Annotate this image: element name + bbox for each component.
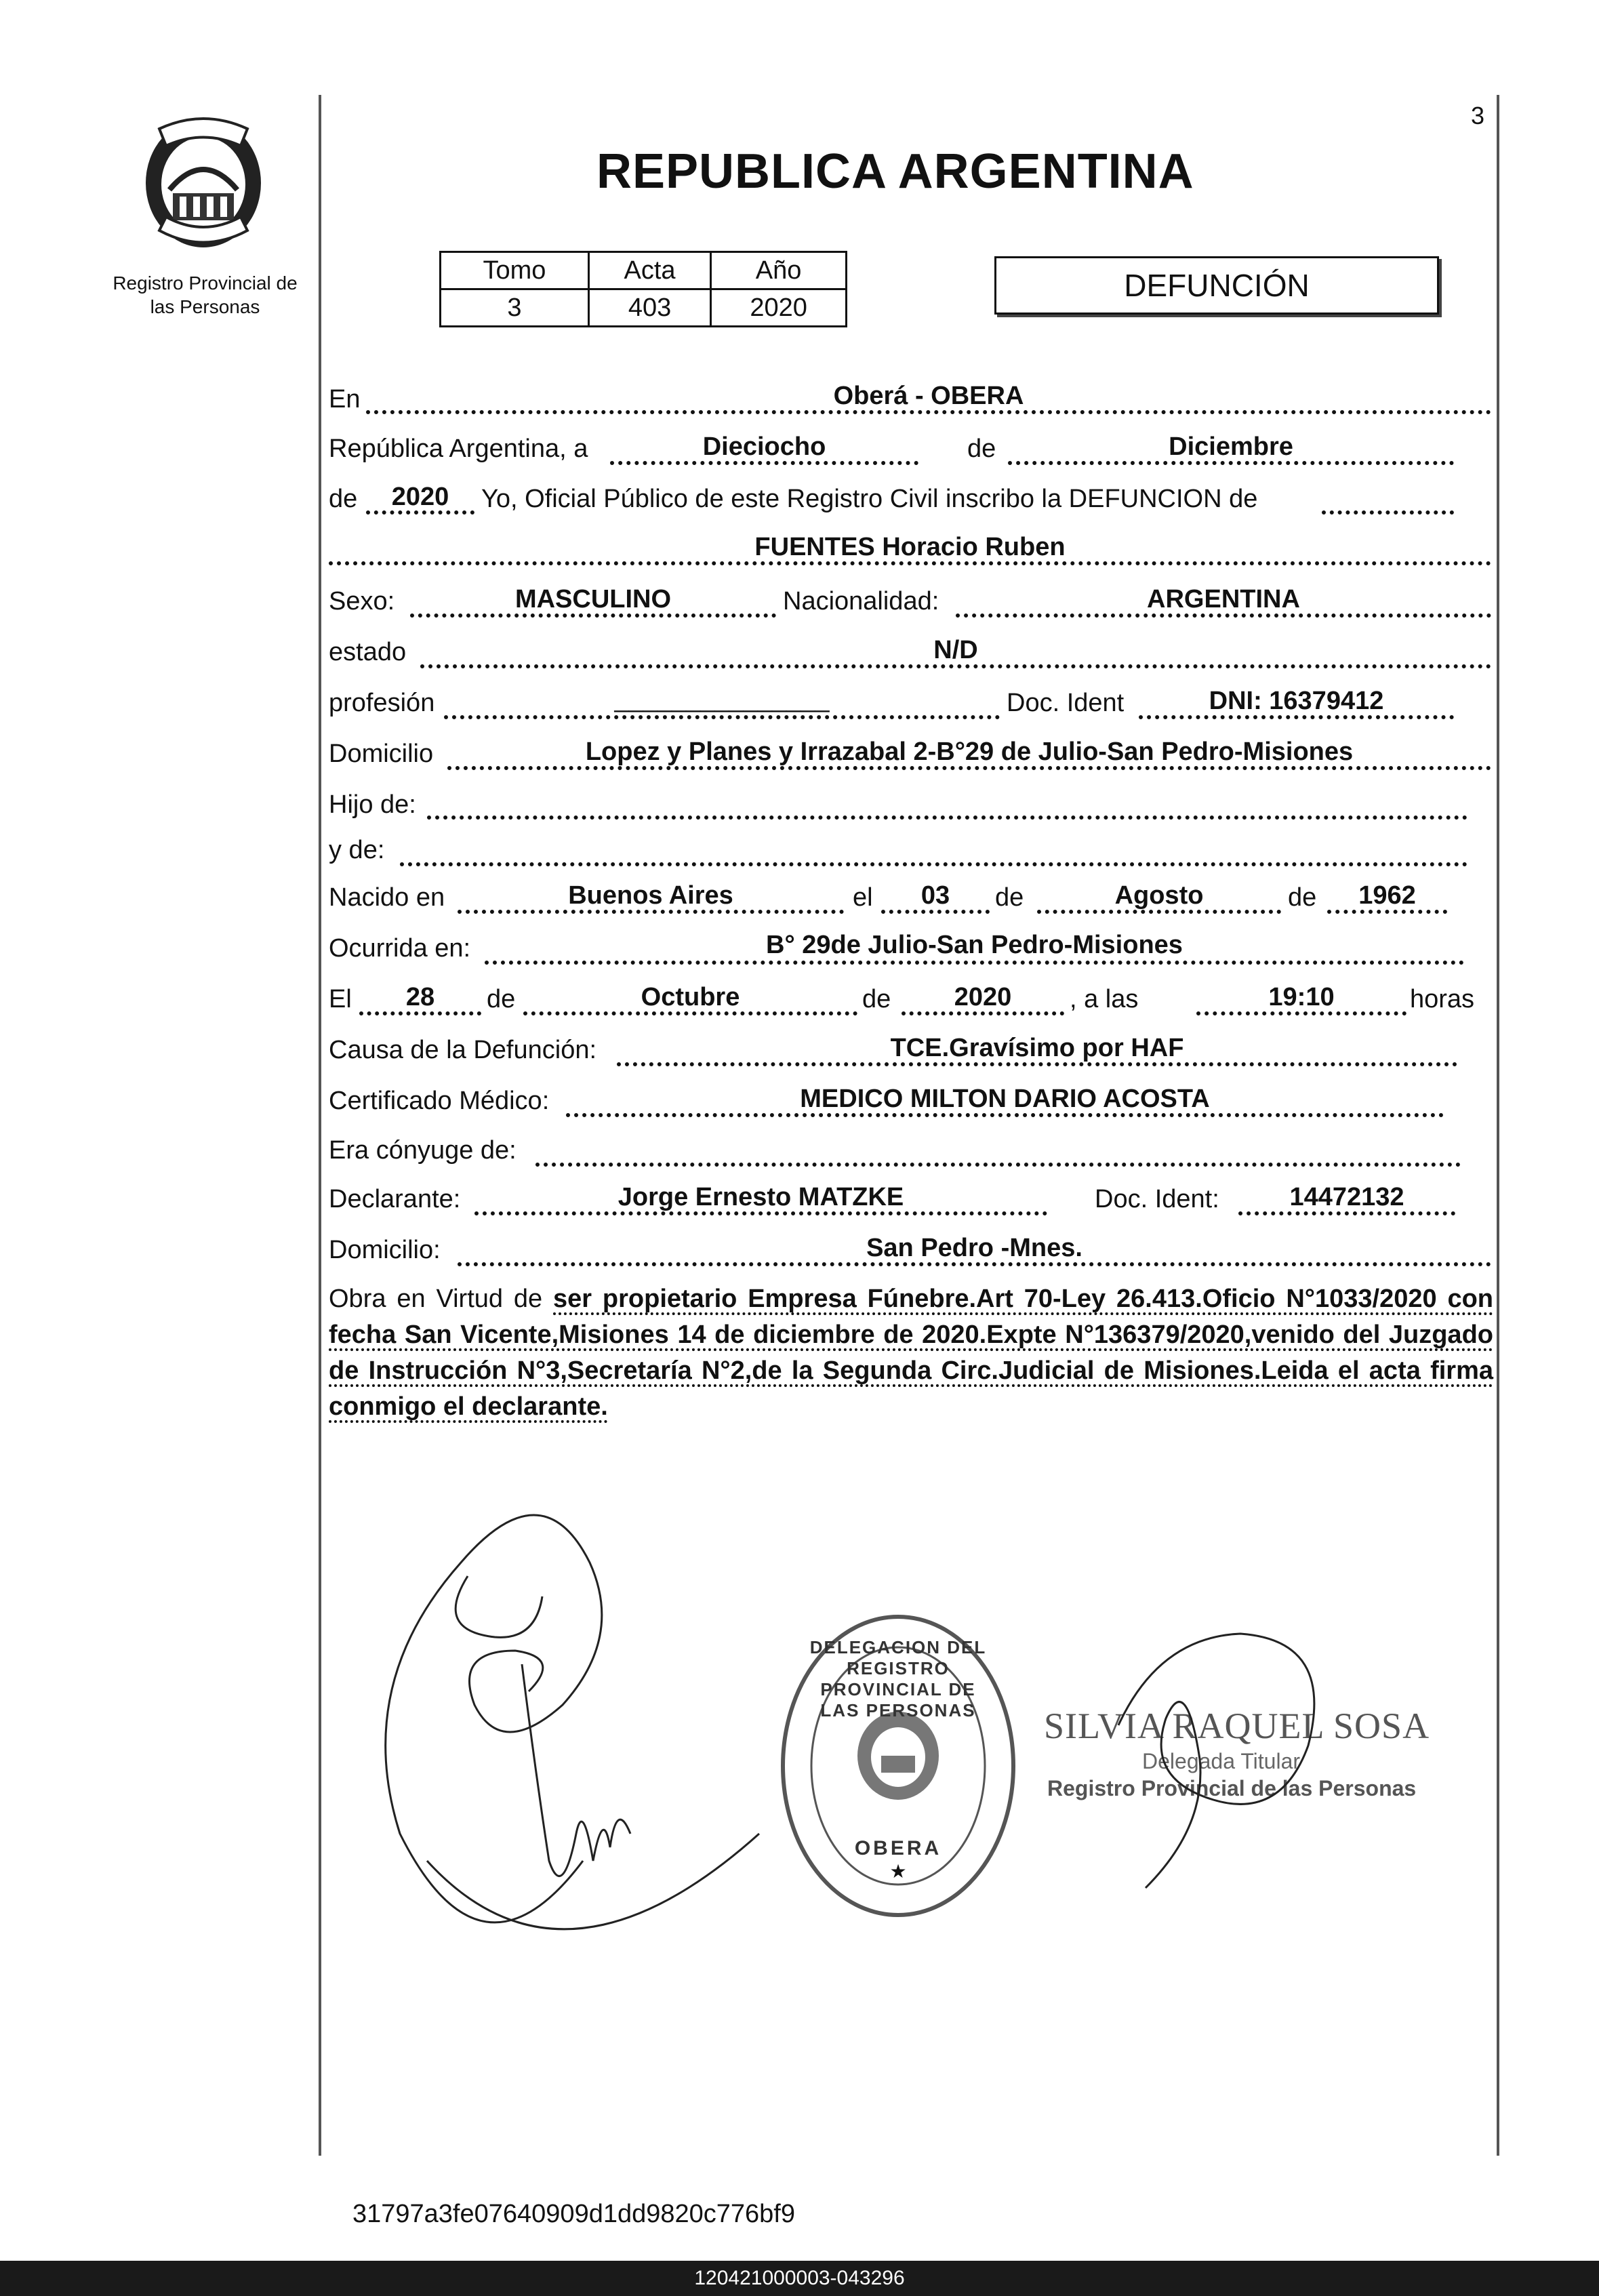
obra-paragraph bbox=[329, 1281, 1493, 1425]
profesion-value: _______________ bbox=[614, 685, 830, 713]
sexo-value: MASCULINO bbox=[514, 585, 672, 613]
table-header-cell: Acta bbox=[588, 252, 710, 289]
conyuge-label: Era cónyuge de: bbox=[329, 1136, 517, 1165]
declarante-label: Declarante: bbox=[329, 1185, 461, 1213]
obra-text: ser propietario Empresa Fúnebre.Art 70-Ley 26.413.Oficio N°1033/2020 con fecha San Vicente,Misiones 14 de diciembre de 2020.Expte N°136379/2020,venido del Juzgado de Instrucción N°3,Secretaría N°2,de la Segunda Circ.Judicial de Misiones.Leida el acta firma conmigo el declarante. bbox=[329, 1285, 1494, 1421]
de-label: de bbox=[862, 985, 891, 1013]
dotted-line bbox=[535, 1163, 1461, 1167]
dotted-line bbox=[1322, 510, 1454, 515]
day-words-value: Dieciocho bbox=[702, 432, 826, 461]
muerte-mes-value: Octubre bbox=[641, 983, 740, 1011]
stamp-city: OBERA bbox=[854, 1837, 942, 1859]
dotted-line bbox=[1238, 1211, 1455, 1215]
dotted-line bbox=[359, 1011, 481, 1015]
svg-text:★: ★ bbox=[889, 1861, 907, 1882]
causa-label: Causa de la Defunción: bbox=[329, 1036, 597, 1064]
estado-value: N/D bbox=[933, 636, 978, 664]
dotted-line bbox=[447, 766, 1491, 770]
domicilio-value: Lopez y Planes y Irrazabal 2-B°29 de Julio-San Pedro-Misiones bbox=[585, 738, 1354, 766]
doc-label: Doc. Ident: bbox=[1095, 1185, 1219, 1213]
official-office: Registro Provincial de las Personas bbox=[1047, 1776, 1417, 1800]
province-emblem bbox=[132, 108, 275, 254]
footer-bar bbox=[0, 2261, 1599, 2296]
domicilio2-value: San Pedro -Mnes. bbox=[866, 1234, 1082, 1262]
declarante-doc-value: 14472132 bbox=[1289, 1183, 1404, 1211]
ocurrida-value: B° 29de Julio-San Pedro-Misiones bbox=[766, 931, 1183, 959]
muerte-dia-value: 28 bbox=[405, 983, 435, 1011]
dotted-line bbox=[485, 961, 1464, 965]
dotted-line bbox=[1327, 910, 1447, 914]
certificado-value: MEDICO MILTON DARIO ACOSTA bbox=[800, 1085, 1210, 1113]
table-header-row bbox=[441, 252, 847, 289]
nacido-dia-value: 03 bbox=[920, 881, 950, 910]
alas-label: , a las bbox=[1070, 985, 1139, 1013]
en-label: En bbox=[329, 385, 361, 414]
stamp-text: DELEGACION DEL REGISTRO PROVINCIAL DE LAS PERSONAS bbox=[809, 1637, 987, 1720]
de-label: de bbox=[329, 485, 358, 513]
hijo-label: Hijo de: bbox=[329, 790, 416, 819]
dotted-line bbox=[523, 1011, 857, 1015]
dotted-line bbox=[956, 613, 1491, 618]
nacionalidad-label: Nacionalidad: bbox=[783, 587, 939, 616]
table-cell: 2020 bbox=[711, 289, 847, 327]
registry-stamp bbox=[776, 1610, 1020, 1922]
nacionalidad-value: ARGENTINA bbox=[1147, 585, 1300, 613]
dotted-line bbox=[458, 910, 844, 914]
place-value: Oberá - OBERA bbox=[833, 382, 1024, 410]
record-type-box bbox=[994, 256, 1439, 315]
official-name: SILVIA RAQUEL SOSA bbox=[1044, 1706, 1430, 1746]
right-margin-rule bbox=[1497, 95, 1499, 2156]
domicilio-label: Domicilio: bbox=[329, 1236, 441, 1264]
dotted-line bbox=[1139, 715, 1454, 719]
de-label: de bbox=[967, 435, 996, 463]
horas-label: horas bbox=[1410, 985, 1475, 1013]
declarant-signature bbox=[359, 1481, 766, 1996]
left-margin-rule bbox=[319, 95, 321, 2156]
el-label: El bbox=[329, 985, 352, 1013]
certificado-label: Certificado Médico: bbox=[329, 1087, 550, 1115]
muerte-anio-value: 2020 bbox=[954, 983, 1012, 1011]
declarante-value: Jorge Ernesto MATZKE bbox=[618, 1183, 904, 1211]
nacido-mes-value: Agosto bbox=[1114, 881, 1204, 910]
official-signature bbox=[1078, 1624, 1383, 1895]
page-number: 3 bbox=[1471, 102, 1485, 129]
year-value: 2020 bbox=[391, 483, 449, 511]
dotted-line bbox=[474, 1211, 1047, 1215]
nacido-lugar-value: Buenos Aires bbox=[568, 881, 733, 910]
document-title: REPUBLICA ARGENTINA bbox=[596, 144, 1194, 199]
official-title: Delegada Titular bbox=[1142, 1749, 1301, 1773]
table-header-cell: Tomo bbox=[441, 252, 589, 289]
profesion-label: profesión bbox=[329, 689, 435, 717]
nacido-label: Nacido en bbox=[329, 883, 445, 912]
dotted-line bbox=[458, 1262, 1491, 1266]
dotted-line bbox=[329, 561, 1491, 565]
doc-label: Doc. Ident bbox=[1007, 689, 1125, 717]
deceased-name: FUENTES Horacio Ruben bbox=[754, 533, 1066, 561]
doc-value: DNI: 16379412 bbox=[1209, 687, 1384, 715]
estado-label: estado bbox=[329, 638, 407, 666]
document-hash: 31797a3fe07640909d1dd9820c776bf9 bbox=[352, 2200, 795, 2228]
obra-label: Obra en Virtud de bbox=[329, 1285, 543, 1313]
table-cell: 3 bbox=[441, 289, 589, 327]
dotted-line bbox=[902, 1011, 1064, 1015]
dotted-line bbox=[444, 715, 1000, 719]
table-row bbox=[441, 289, 847, 327]
sexo-label: Sexo: bbox=[329, 587, 395, 616]
dotted-line bbox=[400, 862, 1468, 866]
causa-value: TCE.Gravísimo por HAF bbox=[890, 1034, 1184, 1062]
dotted-line bbox=[610, 461, 918, 465]
table-header-cell: Año bbox=[711, 252, 847, 289]
book-reference-table bbox=[439, 251, 847, 327]
dotted-line bbox=[617, 1062, 1457, 1066]
domicilio-label: Domicilio bbox=[329, 740, 434, 768]
hora-value: 19:10 bbox=[1268, 983, 1335, 1011]
el-label: el bbox=[853, 883, 873, 912]
dotted-line bbox=[1037, 910, 1281, 914]
dotted-line bbox=[420, 664, 1491, 668]
dotted-line bbox=[1196, 1011, 1406, 1015]
dotted-line bbox=[366, 410, 1491, 414]
statement-text: Yo, Oficial Público de este Registro Civil inscribo la DEFUNCION de bbox=[481, 485, 1258, 513]
dotted-line bbox=[427, 815, 1468, 820]
nacido-anio-value: 1962 bbox=[1358, 881, 1416, 910]
record-type-label: DEFUNCIÓN bbox=[1124, 268, 1310, 303]
yde-label: y de: bbox=[329, 836, 385, 864]
de-label: de bbox=[995, 883, 1024, 912]
dotted-line bbox=[410, 613, 776, 618]
dotted-line bbox=[881, 910, 990, 914]
month-value: Diciembre bbox=[1169, 432, 1293, 461]
republica-label: República Argentina, a bbox=[329, 435, 588, 463]
table-cell: 403 bbox=[588, 289, 710, 327]
dotted-line bbox=[566, 1113, 1444, 1117]
de-label: de bbox=[487, 985, 516, 1013]
de-label: de bbox=[1288, 883, 1317, 912]
ocurrida-label: Ocurrida en: bbox=[329, 934, 471, 963]
document-code: 120421000003-043296 bbox=[694, 2267, 905, 2289]
dotted-line bbox=[1008, 461, 1454, 465]
registry-name: Registro Provincial de las Personas bbox=[113, 273, 298, 317]
